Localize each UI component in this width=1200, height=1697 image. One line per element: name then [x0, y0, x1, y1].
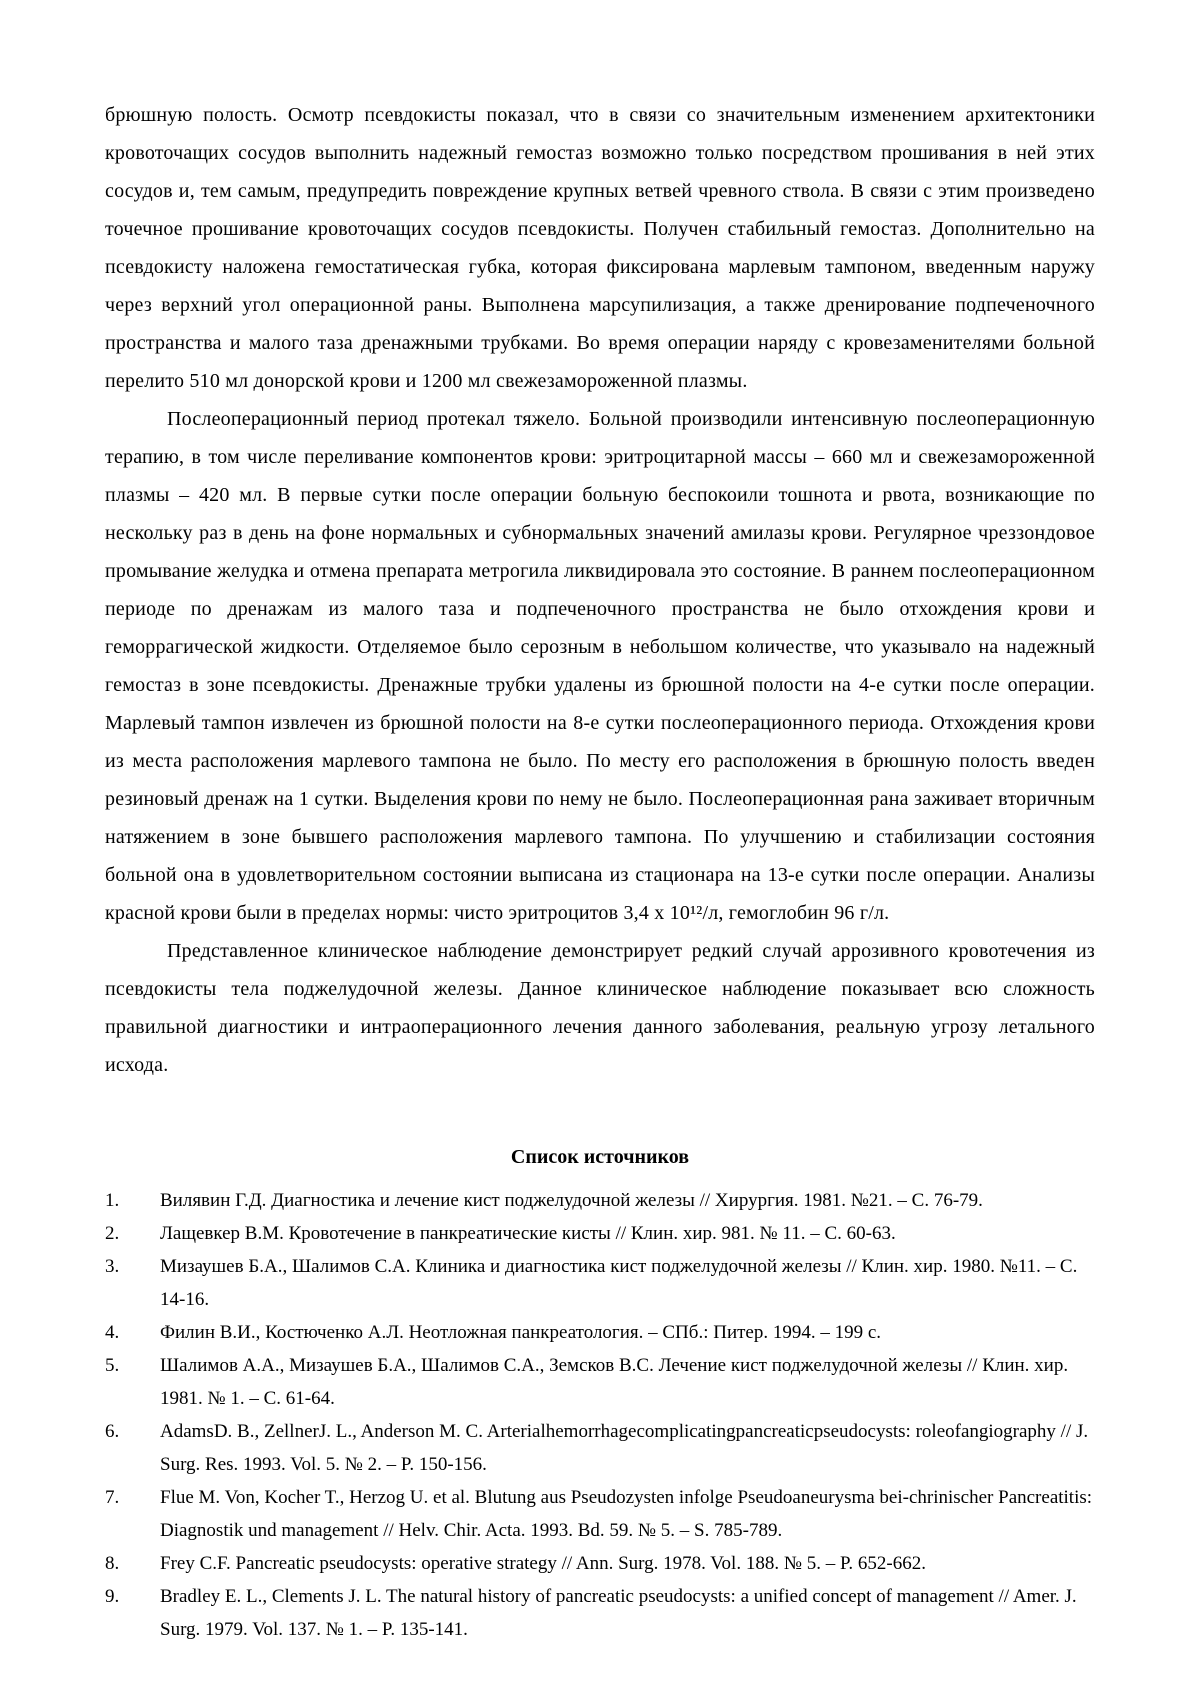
paragraph-continuation: брюшную полость. Осмотр псевдокисты показал, что в связи со значительным изменением архитектоники кровоточащих сосудов выполнить надежный гемостаз возможно только посредством прошивания в ней этих сосудов и, тем самым, предупредить повреждение крупных ветвей чревного ствола. В связи с этим произведено точечное прошивание кровоточащих сосудов псевдокисты. Получен стабильный гемостаз. Дополнительно на псевдокисту наложена гемостатическая губка, которая фиксирована марлевым тампоном, введенным наружу через верхний угол операционной раны. Выполнена марсупилизация, а также дренирование подпеченочного пространства и малого таза дренажными трубками. Во время операции наряду с кровезаменителями больной перелито 510 мл донорской крови и 1200 мл свежезамороженной плазмы. [105, 104, 1095, 392]
reference-text: Bradley E. L., Clements J. L. The natural history of pancreatic pseudocysts: a unified concept of management // Amer. J. Surg. 1979. Vol. 137. № 1. – P. 135-141. [160, 1586, 1077, 1640]
reference-item [105, 1580, 1095, 1646]
reference-item [105, 1547, 1095, 1580]
reference-item [105, 1481, 1095, 1547]
reference-text: Лащевкер В.М. Кровотечение в панкреатические кисты // Клин. хир. 981. № 11. – С. 60-63. [160, 1223, 896, 1244]
reference-text: AdamsD. B., ZellnerJ. L., Anderson M. C. Arterialhemorrhagecomplicatingpancreaticpseudocysts: roleofangiography // J. Surg. Res. 1993. Vol. 5. № 2. – P. 150-156. [160, 1421, 1089, 1475]
reference-number: 1. [105, 1190, 120, 1211]
reference-text: Мизаушев Б.А., Шалимов С.А. Клиника и диагностика кист поджелудочной железы // Клин. хир. 1980. №11. – С. 14-16. [160, 1256, 1078, 1310]
reference-number: 8. [105, 1553, 120, 1574]
paragraph-postoperative-period: Послеоперационный период протекал тяжело. Больной производили интенсивную послеоперационную терапию, в том числе переливание компонентов крови: эритроцитарной массы – 660 мл и свежезамороженной плазмы – 420 мл. В первые сутки после операции больную беспокоили тошнота и рвота, возникающие по нескольку раз в день на фоне нормальных и субнормальных значений амилазы крови. Регулярное чреззондовое промывание желудка и отмена препарата метрогила ликвидировала это состояние. В раннем послеоперационном периоде по дренажам из малого таза и подпеченочного пространства не было отхождения крови и геморрагической жидкости. Отделяемое было серозным в небольшом количестве, что указывало на надежный гемостаз в зоне псевдокисты. Дренажные трубки удалены из брюшной полости на 4-е сутки после операции. Марлевый тампон извлечен из брюшной полости на 8-е сутки послеоперационного периода. Отхождения крови из места расположения марлевого тампона не было. По месту его расположения в брюшную полость введен резиновый дренаж на 1 сутки. Выделения крови по нему не было. Послеоперационная рана заживает вторичным натяжением в зоне бывшего расположения марлевого тампона. По улучшению и стабилизации состояния больной она в удовлетворительном состоянии выписана из стационара на 13-е сутки после операции. Анализы красной крови были в пределах нормы: чисто эритроцитов 3,4 х 10¹²/л, гемоглобин 96 г/л. [105, 408, 1095, 924]
reference-text: Шалимов А.А., Мизаушев Б.А., Шалимов С.А., Земсков В.С. Лечение кист поджелудочной железы // Клин. хир. 1981. № 1. – С. 61-64. [160, 1355, 1069, 1409]
reference-text: Филин В.И., Костюченко А.Л. Неотложная панкреатология. – СПб.: Питер. 1994. – 199 с. [160, 1322, 882, 1343]
reference-number: 6. [105, 1421, 120, 1442]
references-heading: Список источников [510, 1146, 690, 1168]
references-list [105, 1184, 1095, 1646]
paragraph-conclusion: Представленное клиническое наблюдение демонстрирует редкий случай аррозивного кровотечения из псевдокисты тела поджелудочной железы. Данное клиническое наблюдение показывает всю сложность правильной диагностики и интраоперационного лечения данного заболевания, реальную угрозу летального исхода. [105, 940, 1095, 1076]
reference-item [105, 1217, 1095, 1250]
reference-number: 7. [105, 1487, 120, 1508]
reference-item [105, 1415, 1095, 1481]
reference-number: 3. [105, 1256, 120, 1277]
reference-item [105, 1250, 1095, 1316]
reference-number: 9. [105, 1586, 120, 1607]
reference-text: Frey C.F. Pancreatic pseudocysts: operative strategy // Ann. Surg. 1978. Vol. 188. № 5. – P. 652-662. [160, 1553, 927, 1574]
reference-item [105, 1349, 1095, 1415]
reference-item [105, 1184, 1095, 1217]
reference-number: 2. [105, 1223, 120, 1244]
reference-number: 4. [105, 1322, 120, 1343]
reference-text: Flue M. Von, Kocher T., Herzog U. et al. Blutung aus Pseudozysten infolge Pseudoaneurysma bei-chrinischer Pancreatitis: Diagnostik und management // Helv. Chir. Acta. 1993. Bd. 59. № 5. – S. 785-789. [160, 1487, 1093, 1541]
reference-item [105, 1316, 1095, 1349]
reference-text: Вилявин Г.Д. Диагностика и лечение кист поджелудочной железы // Хирургия. 1981. №21. – С. 76-79. [160, 1190, 983, 1211]
reference-number: 5. [105, 1355, 120, 1376]
